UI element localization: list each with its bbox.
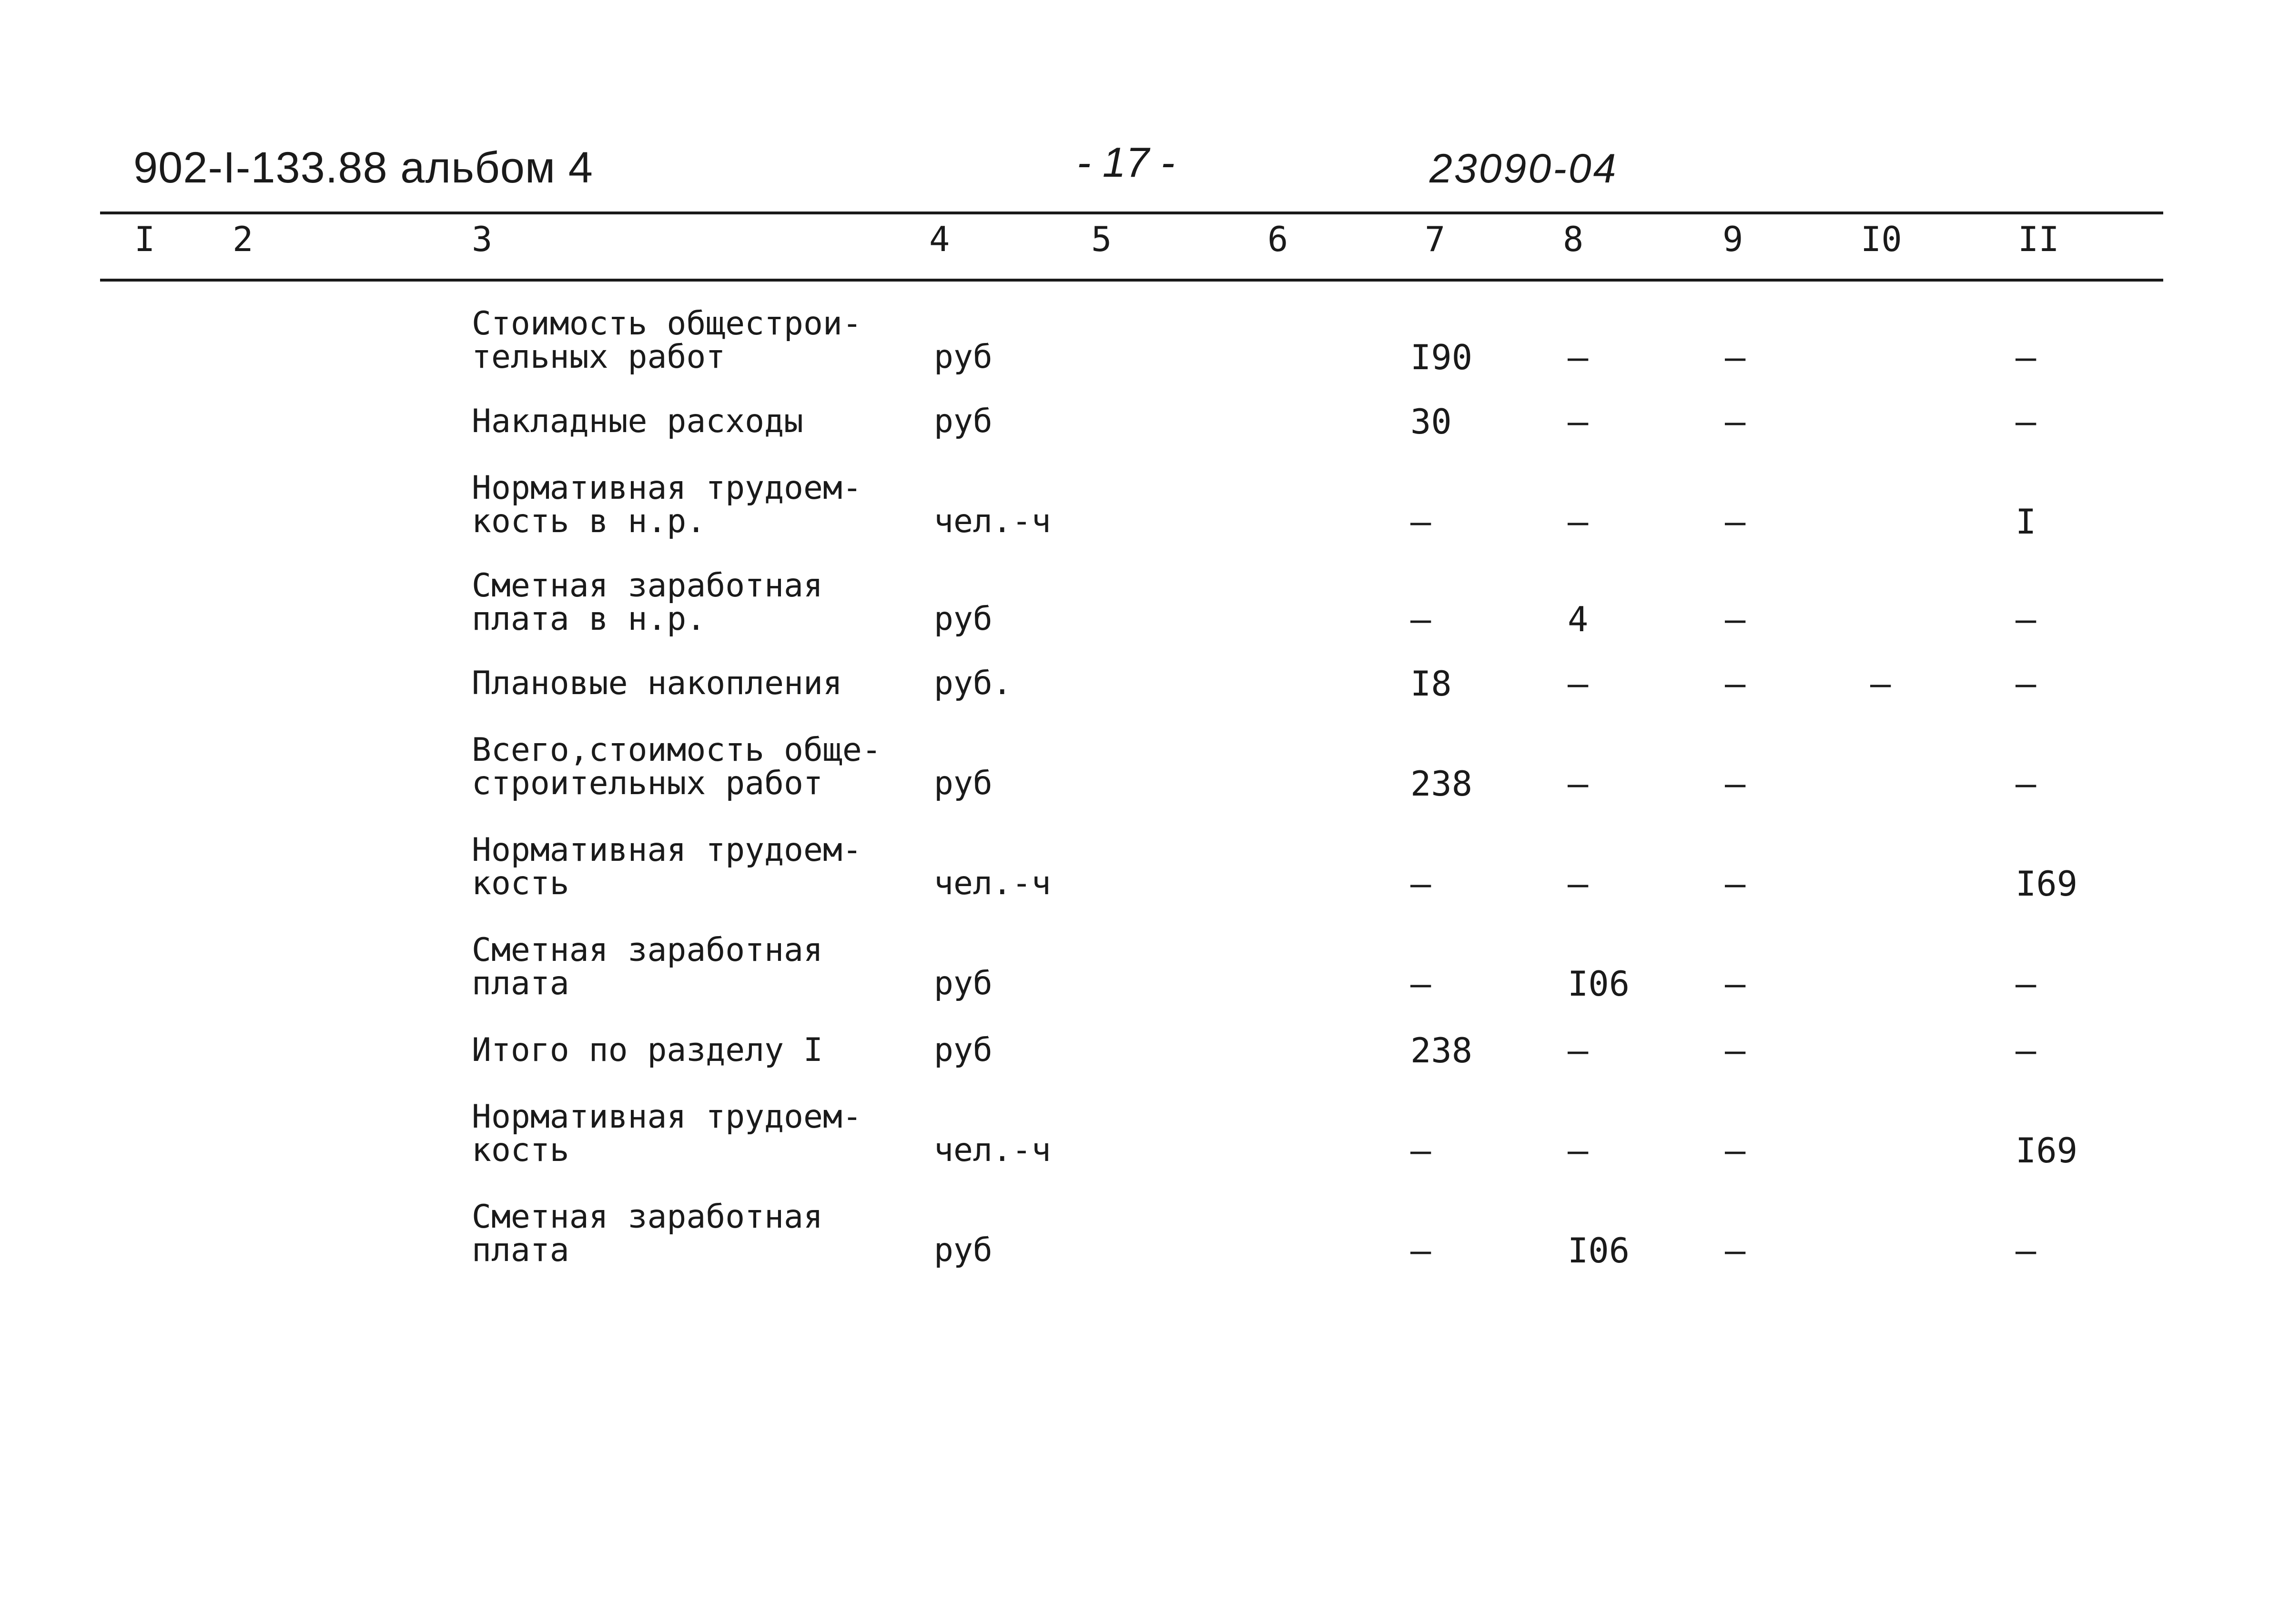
page-number: - 17 - <box>1077 139 1175 186</box>
column-number-11: II <box>2018 219 2059 259</box>
row-value-col7: 238 <box>1410 764 1473 804</box>
row-value-col7: 30 <box>1410 402 1452 442</box>
document-reference: 902-I-133.88 альбом 4 <box>133 143 593 192</box>
row-description: Всего,стоимость обще- строительных работ <box>472 731 881 802</box>
row-unit: чел.-ч <box>934 1131 1051 1169</box>
row-value-col8: – <box>1568 402 1589 442</box>
row-value-col11: – <box>2016 337 2036 377</box>
row-unit: руб <box>934 338 993 376</box>
row-value-col11: – <box>2016 1231 2036 1271</box>
row-value-col11: I69 <box>2016 864 2078 904</box>
row-unit: руб <box>934 1231 993 1269</box>
row-value-col9: – <box>1725 964 1746 1004</box>
row-value-col8: – <box>1568 1130 1589 1170</box>
row-unit: руб <box>934 600 993 638</box>
row-description: Плановые накопления <box>472 665 842 702</box>
row-value-col9: – <box>1725 1231 1746 1271</box>
row-value-col11: I <box>2016 502 2036 542</box>
row-value-col8: – <box>1568 764 1589 804</box>
row-value-col9: – <box>1725 502 1746 542</box>
row-value-col11: – <box>2016 1030 2036 1070</box>
row-value-col9: – <box>1725 764 1746 804</box>
row-description: Накладные расходы <box>472 403 803 440</box>
row-value-col11: – <box>2016 664 2036 704</box>
row-value-col9: – <box>1725 864 1746 904</box>
row-value-col7: 238 <box>1410 1030 1473 1070</box>
row-unit: руб <box>934 765 993 802</box>
row-value-col7: – <box>1410 964 1431 1004</box>
row-value-col11: I69 <box>2016 1130 2078 1170</box>
row-value-col9: – <box>1725 1130 1746 1170</box>
row-description: Итого по разделу I <box>472 1031 823 1069</box>
row-value-col11: – <box>2016 599 2036 639</box>
row-description: Нормативная трудоем- кость <box>472 831 862 902</box>
column-number-1: I <box>134 219 155 259</box>
row-value-col8: I06 <box>1568 964 1630 1004</box>
table-header-rule <box>100 279 2163 282</box>
row-value-col7: I8 <box>1410 664 1452 704</box>
column-number-10: I0 <box>1861 219 1902 259</box>
column-number-7: 7 <box>1425 219 1446 259</box>
row-value-col7: – <box>1410 599 1431 639</box>
row-unit: руб <box>934 403 993 440</box>
row-unit: руб. <box>934 665 1012 702</box>
row-description: Сметная заработная плата <box>472 1198 823 1269</box>
row-value-col11: – <box>2016 402 2036 442</box>
row-value-col8: – <box>1568 664 1589 704</box>
row-description: Нормативная трудоем- кость <box>472 1098 862 1169</box>
row-description: Стоимость общестрои- тельных работ <box>472 305 862 376</box>
row-value-col8: I06 <box>1568 1231 1630 1271</box>
column-number-3: 3 <box>472 219 493 259</box>
row-value-col8: 4 <box>1568 599 1589 639</box>
column-number-2: 2 <box>233 219 253 259</box>
column-number-6: 6 <box>1267 219 1288 259</box>
row-value-col9: – <box>1725 337 1746 377</box>
row-value-col9: – <box>1725 402 1746 442</box>
row-unit: руб <box>934 1031 993 1069</box>
row-description: Сметная заработная плата в н.р. <box>472 567 823 638</box>
row-value-col11: – <box>2016 764 2036 804</box>
row-value-col7: – <box>1410 502 1431 542</box>
row-value-col7: – <box>1410 1130 1431 1170</box>
column-number-5: 5 <box>1091 219 1112 259</box>
row-value-col9: – <box>1725 664 1746 704</box>
row-value-col8: – <box>1568 337 1589 377</box>
row-unit: чел.-ч <box>934 865 1051 902</box>
row-value-col10: – <box>1870 664 1891 704</box>
row-value-col7: – <box>1410 1231 1431 1271</box>
column-number-8: 8 <box>1563 219 1584 259</box>
row-value-col8: – <box>1568 864 1589 904</box>
document-code: 23090-04 <box>1429 146 1618 192</box>
row-value-col8: – <box>1568 502 1589 542</box>
row-value-col9: – <box>1725 599 1746 639</box>
column-number-9: 9 <box>1722 219 1743 259</box>
row-description: Сметная заработная плата <box>472 931 823 1002</box>
row-value-col7: I90 <box>1410 337 1473 377</box>
row-value-col8: – <box>1568 1030 1589 1070</box>
row-value-col7: – <box>1410 864 1431 904</box>
column-number-4: 4 <box>929 219 950 259</box>
table-top-rule <box>100 212 2163 214</box>
row-value-col9: – <box>1725 1030 1746 1070</box>
row-unit: руб <box>934 965 993 1002</box>
row-value-col11: – <box>2016 964 2036 1004</box>
row-unit: чел.-ч <box>934 503 1051 540</box>
row-description: Нормативная трудоем- кость в н.р. <box>472 469 862 540</box>
